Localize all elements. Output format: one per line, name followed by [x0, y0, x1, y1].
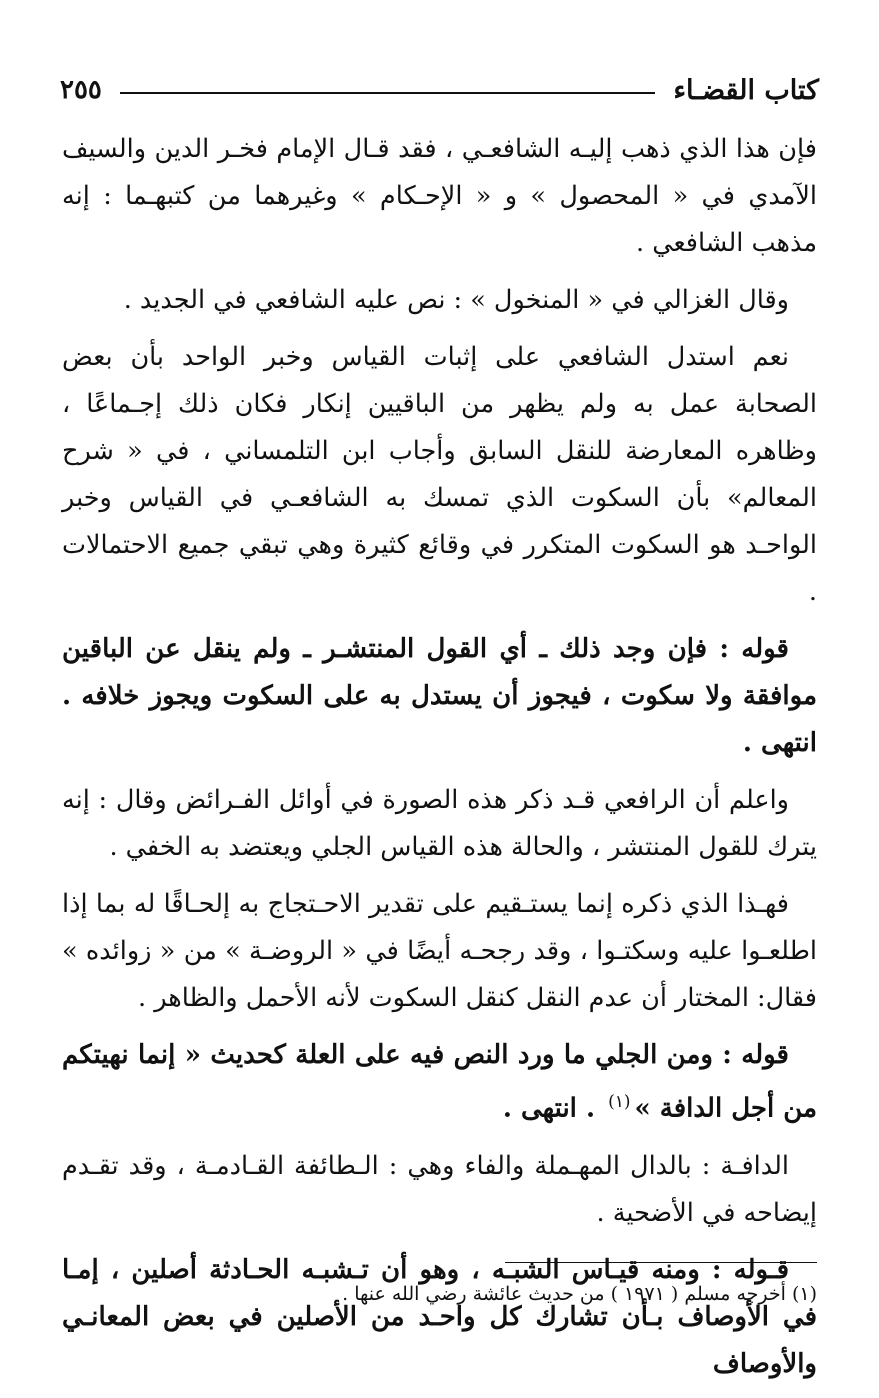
footnote: (١) أخرجه مسلم ( ١٩٧١ ) من حديث عائشة رضي الله عنها . [342, 1283, 817, 1305]
paragraph: نعم استدل الشافعي على إثبات القياس وخبر الواحد بأن بعض الصحابة عمل به ولم يظهر من الباقيين إنكار فكان ذلك إجـماعًا ، وظاهره المعارضة للنقل السابق وأجاب ابن التلمساني ، في « شرح المعالم» بأن السكوت الذي تمسك به الشافعـي في القياس وخبر الواحـد هو السكوت المتكرر في وقائع كثيرة وهي تبقي جميع الاحتمالات . [62, 342, 817, 607]
quoted-statement: قوله : فإن وجد ذلك ـ أي القول المنتشـر ـ ولم ينقل عن الباقين موافقة ولا سكوت ، فيجوز أن يستدل به على السكوت ويجوز خلافه . انتهى . [62, 634, 817, 758]
paragraph: فإن هذا الذي ذهب إليـه الشافعـي ، فقد قـال الإمام فخـر الدين والسيف الآمدي في « المحصول » و « الإحـكام » وغيرهما من كتبهـما : إنه مذهب الشافعي . [62, 134, 817, 258]
footnote-reference[interactable]: (١) [608, 1092, 631, 1112]
statement-text-end: . انتهى . [502, 1093, 605, 1124]
page-number: ٢٥٥ [60, 75, 102, 105]
paragraph: الدافـة : بالدال المهـملة والفاء وهي : الـطائفة القـادمـة ، وقد تقـدم إيضاحه في الأضحية . [62, 1150, 817, 1228]
paragraph: واعلم أن الرافعي قـد ذكر هذه الصورة في أوائل الفـرائض وقال : إنه يترك للقول المنتشر ، والحالة هذه القياس الجلي ويعتضد به الخفي . [62, 785, 817, 862]
quoted-statement [62, 1032, 817, 1133]
header-rule [120, 92, 655, 94]
page-header [60, 68, 819, 112]
quoted-statement: قـوله : ومنه قيـاس الشبـه ، وهو أن تـشبـه الحـادثة أصلين ، إمـا في الأوصاف بـأن تشارك كل واحـد من الأصلين في بعض المعانـي والأوصاف [62, 1254, 817, 1379]
statement-text: قوله : ومن الجلي ما ورد النص فيه على العلة كحديث « إنما نهيتكم من أجل الدافة » [62, 1040, 817, 1124]
running-head: كتاب القضـاء [673, 74, 819, 106]
paragraph: وقال الغزالي في « المنخول » : نص عليه الشافعي في الجديد . [123, 285, 789, 315]
paragraph: فهـذا الذي ذكره إنما يستـقيم على تقدير الاحـتجاج به إلحـاقًا له بما إذا اطلعـوا عليه وسكتـوا ، وقد رجحـه أيضًا في « الروضـة » من « زوائده » فقال: المختار أن عدم النقل كنقل السكوت لأنه الأحمل والظاهر . [62, 889, 817, 1013]
footnote-rule [505, 1262, 817, 1263]
body-text [62, 126, 817, 1398]
